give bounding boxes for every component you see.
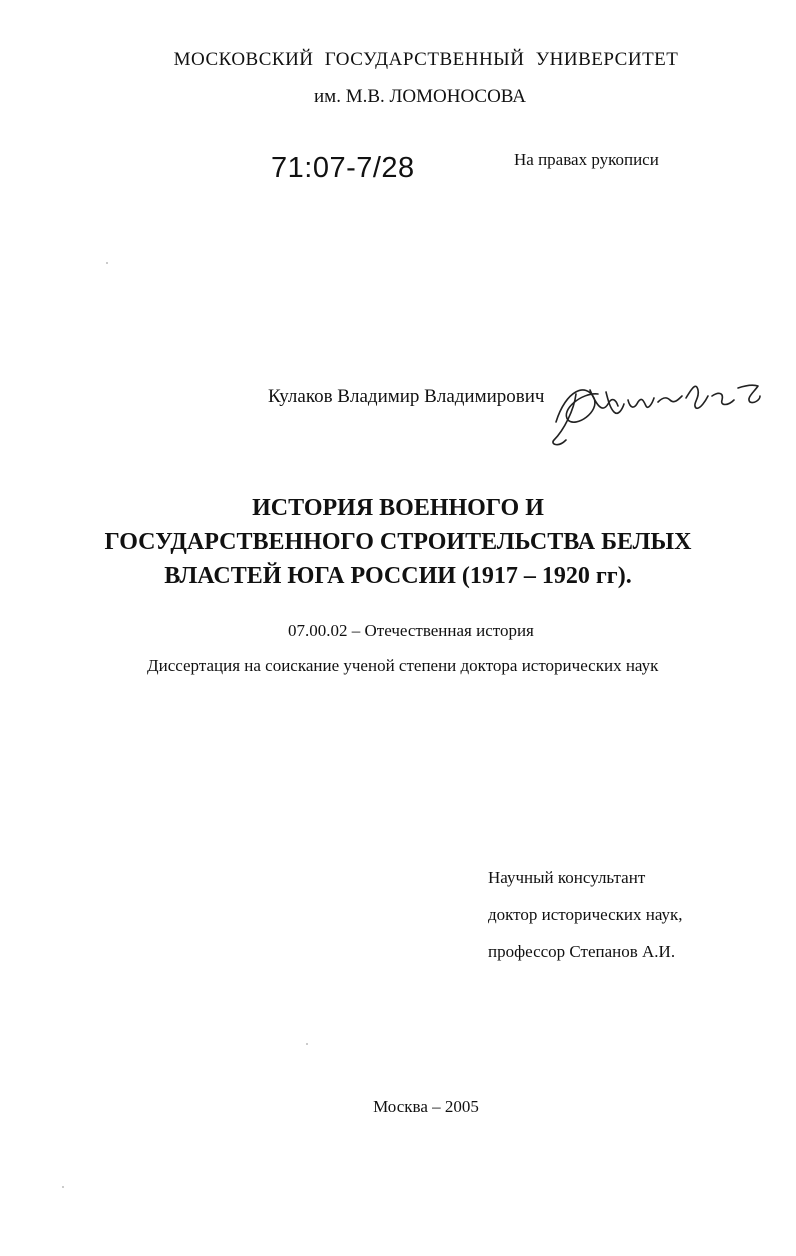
university-named-after: им. М.В. ЛОМОНОСОВА (314, 86, 526, 107)
university-name: МОСКОВСКИЙ ГОСУДАРСТВЕННЫЙ УНИВЕРСИТЕТ (173, 49, 679, 70)
title-line-2: ГОСУДАРСТВЕННОГО СТРОИТЕЛЬСТВА БЕЛЫХ (104, 529, 692, 555)
scan-speck (106, 262, 108, 264)
scientific-consultant-block (488, 859, 683, 970)
manuscript-rights-note: На правах рукописи (514, 150, 659, 169)
scan-speck (306, 1043, 308, 1045)
author-name: Кулаков Владимир Владимирович (268, 386, 545, 407)
degree-statement: Диссертация на соискание ученой степени доктора исторических наук (147, 656, 659, 675)
title-line-3: ВЛАСТЕЙ ЮГА РОССИИ (1917 – 1920 гг). (164, 563, 632, 589)
city-and-year: Москва – 2005 (373, 1097, 479, 1116)
call-number-stamp: 71:07-7/28 (271, 152, 415, 184)
title-line-1: ИСТОРИЯ ВОЕННОГО И (252, 495, 544, 521)
consultant-degree: доктор исторических наук, (488, 905, 683, 924)
dissertation-title (0, 491, 796, 593)
consultant-name: профессор Степанов А.И. (488, 942, 676, 961)
specialty-code: 07.00.02 – Отечественная история (288, 621, 534, 640)
handwritten-signature (546, 370, 766, 450)
consultant-role: Научный консультант (488, 868, 646, 887)
scan-speck (62, 1186, 64, 1188)
